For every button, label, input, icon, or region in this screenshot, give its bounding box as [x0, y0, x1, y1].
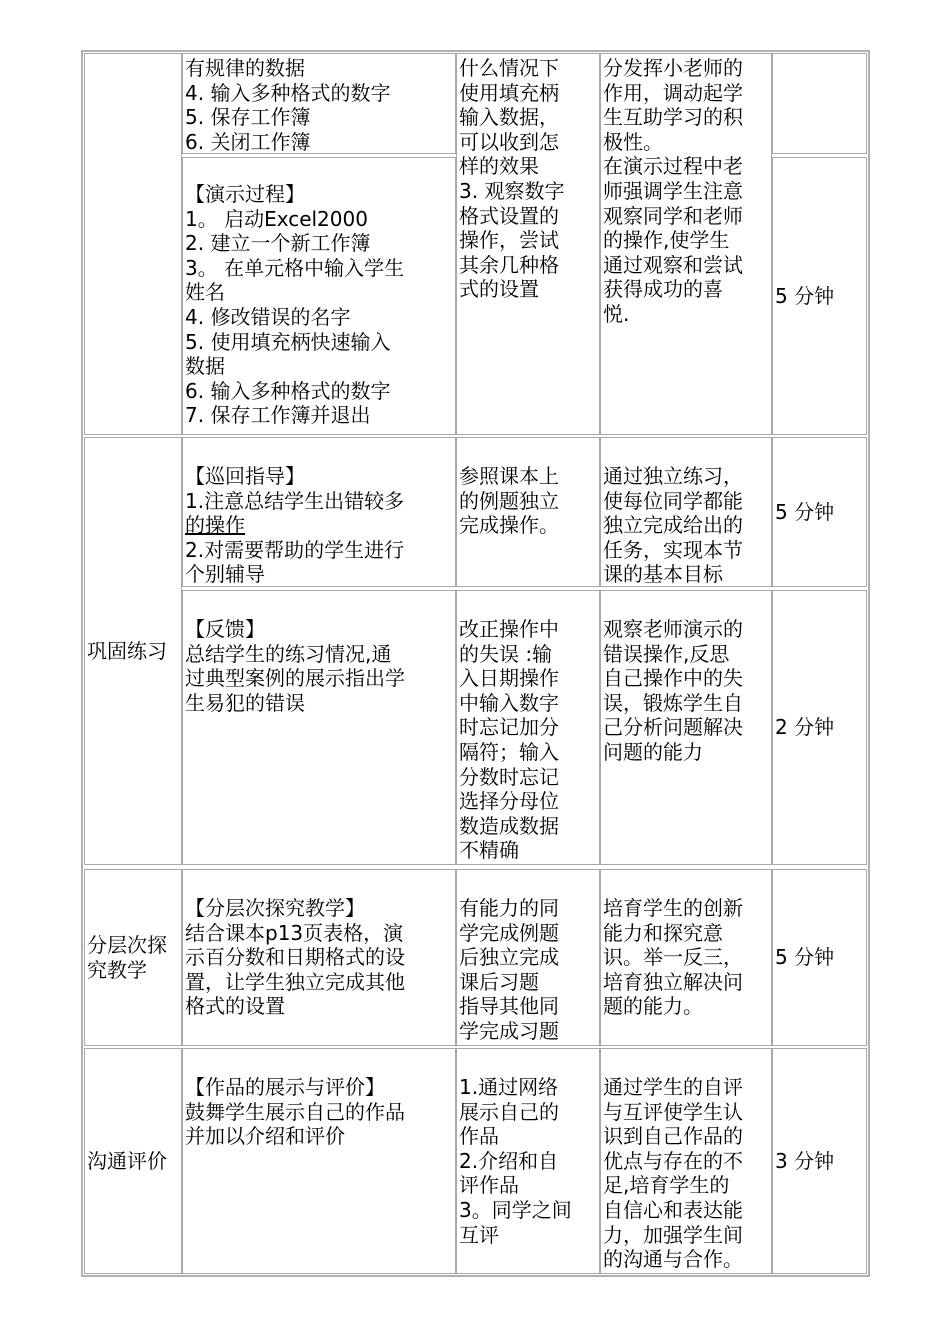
text-line: 作品: [459, 1124, 499, 1149]
text-line: 姓名: [185, 280, 225, 305]
text-line: 极性。: [603, 129, 663, 154]
intent-cell-2a: [600, 437, 772, 587]
text-line: 通过独立练习，: [603, 464, 743, 488]
text-line: 分发挥小老师的: [603, 56, 743, 80]
process-cell-1b: [182, 157, 456, 435]
text-line: 2. 建立一个新工作簿: [185, 231, 371, 256]
text-line: 的操作: [185, 513, 245, 538]
text-line: 培育独立解决问: [603, 969, 743, 994]
text-line: 5. 使用填充柄快速输入: [185, 329, 391, 354]
text-line: 6. 关闭工作簿: [185, 129, 311, 154]
stage-label: [87, 933, 167, 982]
text-line: 在演示过程中老: [603, 154, 743, 179]
text-line: 格式的设置: [185, 994, 285, 1019]
text-line: 培育学生的创新: [603, 896, 743, 920]
student-cell-2a: [456, 437, 600, 587]
text-line: 学完成例题: [459, 920, 559, 945]
text-line: 参照课本上: [459, 464, 559, 488]
text-line: 2.对需要帮助的学生进行: [185, 537, 405, 562]
text-line: 其余几种格: [459, 252, 559, 277]
text-line: 使用填充柄: [459, 80, 559, 105]
text-line: 有能力的同: [459, 896, 559, 920]
text-line: 4. 输入多种格式的数字: [185, 80, 391, 105]
text-line: 示百分数和日期格式的设: [185, 945, 405, 970]
time-value: 3 分钟: [775, 1148, 835, 1173]
text-line: 3. 观察数字: [459, 178, 565, 203]
intent-cell-1: [600, 53, 772, 435]
text-line: 究教学: [87, 957, 147, 982]
text-line: 3。 在单元格中输入学生: [185, 255, 405, 280]
text-line: 学完成习题: [459, 1018, 559, 1043]
intent-cell-2b: [600, 590, 772, 865]
text-line: 生易犯的错误: [185, 690, 305, 715]
text-line: 的例题独立: [459, 488, 559, 513]
text-line: 自信心和表达能: [603, 1197, 743, 1222]
text-line: 识。举一反三，: [603, 945, 743, 970]
text-line: 错误操作,反思: [603, 641, 730, 666]
text-line: 观察同学和老师: [603, 203, 743, 228]
process-cell-4: [182, 1048, 456, 1274]
text-line: 隔符；输入: [459, 739, 559, 764]
text-line: 输入数据，: [459, 105, 559, 130]
time-value: 5 分钟: [775, 283, 835, 308]
stage-label: 巩固练习: [87, 638, 167, 663]
time-cell-1b: [772, 157, 867, 435]
text-line: 鼓舞学生展示自己的作品: [185, 1099, 405, 1124]
text-line: 课后习题: [459, 969, 539, 994]
stage-cell-2: [84, 437, 182, 865]
text-line: 格式设置的: [459, 203, 559, 228]
text-line: 个别辅导: [185, 562, 265, 587]
text-line: 过典型案例的展示指出学: [185, 666, 405, 691]
text-line: 生互助学习的积: [603, 105, 743, 130]
section-heading: 【分层次探究教学】: [185, 896, 365, 920]
text-line: 7. 保存工作簿并退出: [185, 403, 371, 428]
time-cell-1a: [772, 53, 867, 154]
text-line: 并加以介绍和评价: [185, 1124, 345, 1149]
time-cell-2b: [772, 590, 867, 865]
process-cell-3: [182, 869, 456, 1046]
text-line: 指导其他同: [459, 994, 559, 1019]
stage-cell-1: [84, 53, 182, 435]
text-line: 悦.: [603, 301, 630, 326]
intent-cell-3: [600, 869, 772, 1046]
text-line: 1。 启动Excel2000: [185, 206, 368, 231]
text-line: 置，让学生独立完成其他: [185, 969, 405, 994]
text-line: 评作品: [459, 1173, 519, 1198]
text-line: 的失误 :输: [459, 641, 553, 666]
section-heading: 【作品的展示与评价】: [185, 1075, 385, 1099]
section-heading: 【反馈】: [185, 617, 265, 641]
section-heading: 【演示过程】: [185, 182, 305, 206]
time-cell-2a: [772, 437, 867, 587]
text-line: 有规律的数据: [185, 56, 305, 80]
text-line: 不精确: [459, 838, 519, 863]
text-line: 可以收到怎: [459, 129, 559, 154]
text-line: 足,培育学生的: [603, 1173, 730, 1198]
text-line: 自己操作中的失: [603, 666, 743, 691]
text-line: 中输入数字: [459, 690, 559, 715]
text-line: 式的设置: [459, 277, 539, 302]
text-line: 识到自己作品的: [603, 1124, 743, 1149]
time-value: 5 分钟: [775, 945, 835, 970]
text-line: 与互评使学生认: [603, 1099, 743, 1124]
text-line: 通过观察和尝试: [603, 252, 743, 277]
time-value: 2 分钟: [775, 715, 835, 740]
process-cell-2a: [182, 437, 456, 587]
text-line: 入日期操作: [459, 666, 559, 691]
text-line: 问题的能力: [603, 739, 703, 764]
student-cell-4: [456, 1048, 600, 1274]
text-line: 优点与存在的不: [603, 1148, 743, 1173]
text-line: 独立完成给出的: [603, 513, 743, 538]
text-line: 什么情况下: [459, 56, 559, 80]
text-line: 数造成数据: [459, 813, 559, 838]
student-cell-3: [456, 869, 600, 1046]
text-line: 课的基本目标: [603, 562, 723, 587]
text-line: 误，锻炼学生自: [603, 690, 743, 715]
text-line: 结合课本p13页表格，演: [185, 920, 404, 945]
text-line: 5. 保存工作簿: [185, 105, 311, 130]
text-line: 6. 输入多种格式的数字: [185, 378, 391, 403]
text-line: 2.介绍和自: [459, 1148, 559, 1173]
process-cell-2b: [182, 590, 456, 865]
stage-cell-4: [84, 1048, 182, 1274]
time-cell-4: [772, 1048, 867, 1274]
text-line: 任务，实现本节: [603, 537, 743, 562]
text-line: 力，加强学生间: [603, 1222, 743, 1247]
text-line: 观察老师演示的: [603, 617, 743, 641]
text-line: 能力和探究意: [603, 920, 723, 945]
text-line: 完成操作。: [459, 513, 559, 538]
text-line: 分数时忘记: [459, 764, 559, 789]
text-line: 选择分母位: [459, 789, 559, 814]
text-line: 3。同学之间: [459, 1197, 572, 1222]
text-line: 己分析问题解决: [603, 715, 743, 740]
text-line: 时忘记加分: [459, 715, 559, 740]
text-line: 获得成功的喜: [603, 277, 723, 302]
text-line: 后独立完成: [459, 945, 559, 970]
text-line: 1.注意总结学生出错较多: [185, 488, 405, 513]
text-line: 操作，尝试: [459, 228, 559, 253]
text-line: 的操作,使学生: [603, 228, 730, 253]
time-value: 5 分钟: [775, 499, 835, 524]
section-heading: 【巡回指导】: [185, 464, 305, 488]
text-line: 互评: [459, 1222, 499, 1247]
text-line: 作用，调动起学: [603, 80, 743, 105]
text-line: 题的能力。: [603, 994, 703, 1019]
text-line: 样的效果: [459, 154, 539, 179]
text-line: 分层次探: [87, 932, 167, 957]
text-line: 师强调学生注意: [603, 178, 743, 203]
process-cell-1a: [182, 53, 456, 154]
stage-label: 沟通评价: [87, 1148, 167, 1173]
text-line: 的沟通与合作。: [603, 1247, 743, 1272]
student-cell-2b: [456, 590, 600, 865]
intent-cell-4: [600, 1048, 772, 1274]
stage-cell-3: [84, 869, 182, 1046]
student-cell-1: [456, 53, 600, 435]
text-line: 4. 修改错误的名字: [185, 304, 351, 329]
time-cell-3: [772, 869, 867, 1046]
text-line: 改正操作中: [459, 617, 559, 641]
text-line: 通过学生的自评: [603, 1075, 743, 1099]
text-line: 总结学生的练习情况,通: [185, 641, 392, 666]
text-line: 1.通过网络: [459, 1075, 559, 1099]
text-line: 使每位同学都能: [603, 488, 743, 513]
text-line: 展示自己的: [459, 1099, 559, 1124]
text-line: 数据: [185, 354, 225, 379]
